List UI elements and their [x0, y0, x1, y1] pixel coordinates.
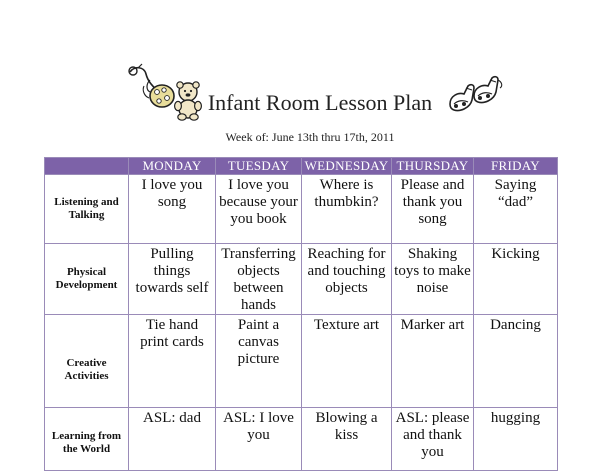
table-cell: Where is thumbkin? — [302, 175, 392, 244]
table-cell: Saying “dad” — [474, 175, 558, 244]
row-label: Creative Activities — [45, 315, 129, 408]
table-cell: I love you song — [129, 175, 216, 244]
page-title: Infant Room Lesson Plan — [207, 90, 433, 115]
table-cell: Reaching for and touching objects — [302, 244, 392, 315]
column-header-monday: MONDAY — [129, 158, 216, 175]
table-row — [45, 175, 558, 244]
lesson-plan-table — [44, 157, 558, 471]
header-corner-cell — [45, 158, 129, 175]
baby-shoes-icon — [446, 74, 506, 118]
table-cell: Tie hand print cards — [129, 315, 216, 408]
table-cell: Pulling things towards self — [129, 244, 216, 315]
table-cell: ASL: please and thank you — [392, 408, 474, 471]
table-cell: Kicking — [474, 244, 558, 315]
table-cell: hugging — [474, 408, 558, 471]
table-cell: I love you because your you book — [216, 175, 302, 244]
column-header-wednesday: WEDNESDAY — [302, 158, 392, 175]
table-row — [45, 315, 558, 408]
column-header-friday: FRIDAY — [474, 158, 558, 175]
table-cell: Marker art — [392, 315, 474, 408]
table-cell: ASL: dad — [129, 408, 216, 471]
table-cell: Transferring objects between hands — [216, 244, 302, 315]
row-label: Learning from the World — [45, 408, 129, 471]
row-label: Physical Development — [45, 244, 129, 315]
table-header-row — [45, 158, 558, 175]
table-cell: Texture art — [302, 315, 392, 408]
table-row — [45, 244, 558, 315]
table-cell: Dancing — [474, 315, 558, 408]
table-cell: Please and thank you song — [392, 175, 474, 244]
rattle-and-teddy-bear-icon — [124, 62, 210, 122]
column-header-thursday: THURSDAY — [392, 158, 474, 175]
table-cell: Paint a canvas picture — [216, 315, 302, 408]
table-row — [45, 408, 558, 471]
row-label: Listening and Talking — [45, 175, 129, 244]
table-cell: Shaking toys to make noise — [392, 244, 474, 315]
table-cell: ASL: I love you — [216, 408, 302, 471]
week-of-text: Week of: June 13th thru 17th, 2011 — [225, 130, 395, 144]
table-cell: Blowing a kiss — [302, 408, 392, 471]
column-header-tuesday: TUESDAY — [216, 158, 302, 175]
